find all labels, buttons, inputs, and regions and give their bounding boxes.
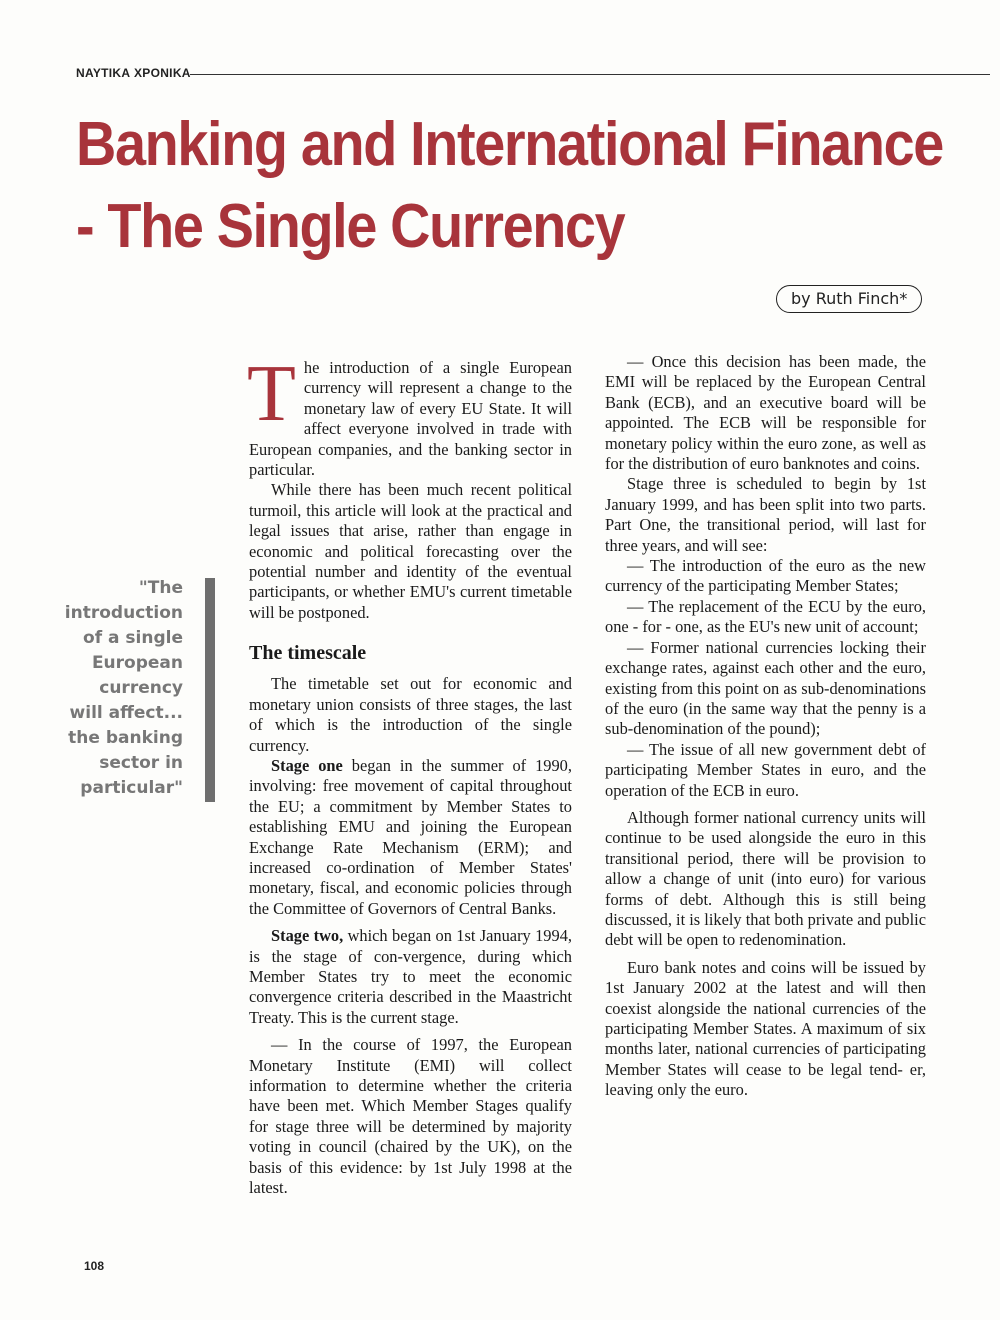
drop-cap: T (247, 350, 296, 438)
stage-two-text: which began on 1st January 1994, is the stage of con-vergence, during which Member States try to meet the economic convergence criteria described in the Maastricht Treaty. This is the current stage. (249, 926, 572, 1027)
pull-quote-line: introduction (64, 603, 183, 623)
header-rule (190, 74, 990, 75)
title-line-1: Banking and International Finance (76, 110, 943, 179)
paragraph: — In the course of 1997, the European Monetary Institute (EMI) will collect information to determine whether the criteria have been met. Which Member Stages qualify for stage three will be determined by majority voting in council (chaired by the UK), on the basis of this evidence: by 1st July 1998 at the latest. (249, 1035, 572, 1198)
pull-quote-line: of a single (83, 628, 183, 648)
intro-paragraph (247, 350, 572, 480)
stage-one-label: Stage one (271, 755, 343, 775)
paragraph: The timetable set out for economic and monetary union consists of three stages, the last of which is the introduction of the single currency. (249, 674, 572, 755)
pull-quote-line: the banking (68, 728, 183, 748)
article-title (76, 104, 943, 268)
paragraph: While there has been much recent political turmoil, this article will look at the practical and legal issues that arise, rather than engage in economic and political forecasting over the potential number and identity of the eventual participants, or whether EMU's current timetable will be postponed. (249, 480, 572, 622)
paragraph: Although former national currency units will continue to be used alongside the euro in this transitional period, there will be provision to allow a change of unit (into euro) for various forms of debt. Although this is still being discussed, it is likely that both private and public debt will be open to redenomination. (605, 807, 926, 950)
running-head: ΝΑΥΤΙΚΑ ΧΡΟΝΙΚΑ (76, 66, 191, 80)
paragraph-stage-two (249, 926, 572, 1028)
title-line-2: - The Single Currency (76, 192, 625, 261)
paragraph: Euro bank notes and coins will be issued by 1st January 2002 at the latest and will then coexist alongside the national currencies of the participating Member States. A maximum of six months later, national currencies of participating Member States will cease to be legal tend- er, leaving only the euro. (605, 957, 926, 1100)
paragraph: — The replacement of the ECU by the euro, one - for - one, as the EU's new unit of account; (605, 596, 926, 637)
stage-two-label: Stage two, (271, 926, 344, 946)
article-column-middle (247, 350, 572, 1198)
paragraph: Stage three is scheduled to begin by 1st January 1999, and has been split into two parts. Part One, the transitional period, will last for three years, and will see: (605, 474, 926, 555)
pull-quote-line: European (91, 653, 183, 673)
pull-quote-line: "The (138, 578, 183, 598)
stage-one-text: began in the summer of 1990, involving: free movement of capital throughout the EU; a commitment by Member States to establishing EMU and joining the European Exchange Rate Mechanism (ERM); and increased co-ordination of Member States' monetary, fiscal, and economic policies through the Committee of Governors of Central Banks. (249, 755, 572, 918)
paragraph: — Once this decision has been made, the EMI will be replaced by the European Central Bank (ECB), and an executive board will be appointed. The ECB will be responsible for monetary policy within the euro zone, as well as for the distribution of euro banknotes and coins. (605, 352, 926, 474)
section-heading: The timescale (249, 642, 367, 665)
pull-quote-bar (205, 578, 215, 802)
byline: by Ruth Finch* (776, 285, 922, 313)
article-column-right (605, 352, 926, 1101)
paragraph: — Former national currencies locking their exchange rates, against each other and the euro, existing from this point on as sub-denominations of the euro (in the same way that the penny is a sub-denomination of the pound); (605, 637, 926, 739)
intro-text: he introduction of a single European currency will represent a change to the monetary law of every EU State. It will affect everyone involved in trade with European companies, and the banking sector in particular. (249, 358, 572, 480)
page-number: 108 (84, 1259, 105, 1273)
paragraph-stage-one (249, 756, 572, 919)
pull-quote-line: particular" (80, 778, 183, 798)
paragraph: — The introduction of the euro as the new currency of the participating Member States; (605, 556, 926, 596)
pull-quote-line: currency (99, 678, 183, 698)
pull-quote-line: sector in (99, 753, 183, 773)
paragraph: — The issue of all new government debt of participating Member States in euro, and the operation of the ECB in euro. (605, 739, 926, 800)
pull-quote-line: will affect... (69, 703, 183, 723)
pull-quote (60, 576, 183, 801)
